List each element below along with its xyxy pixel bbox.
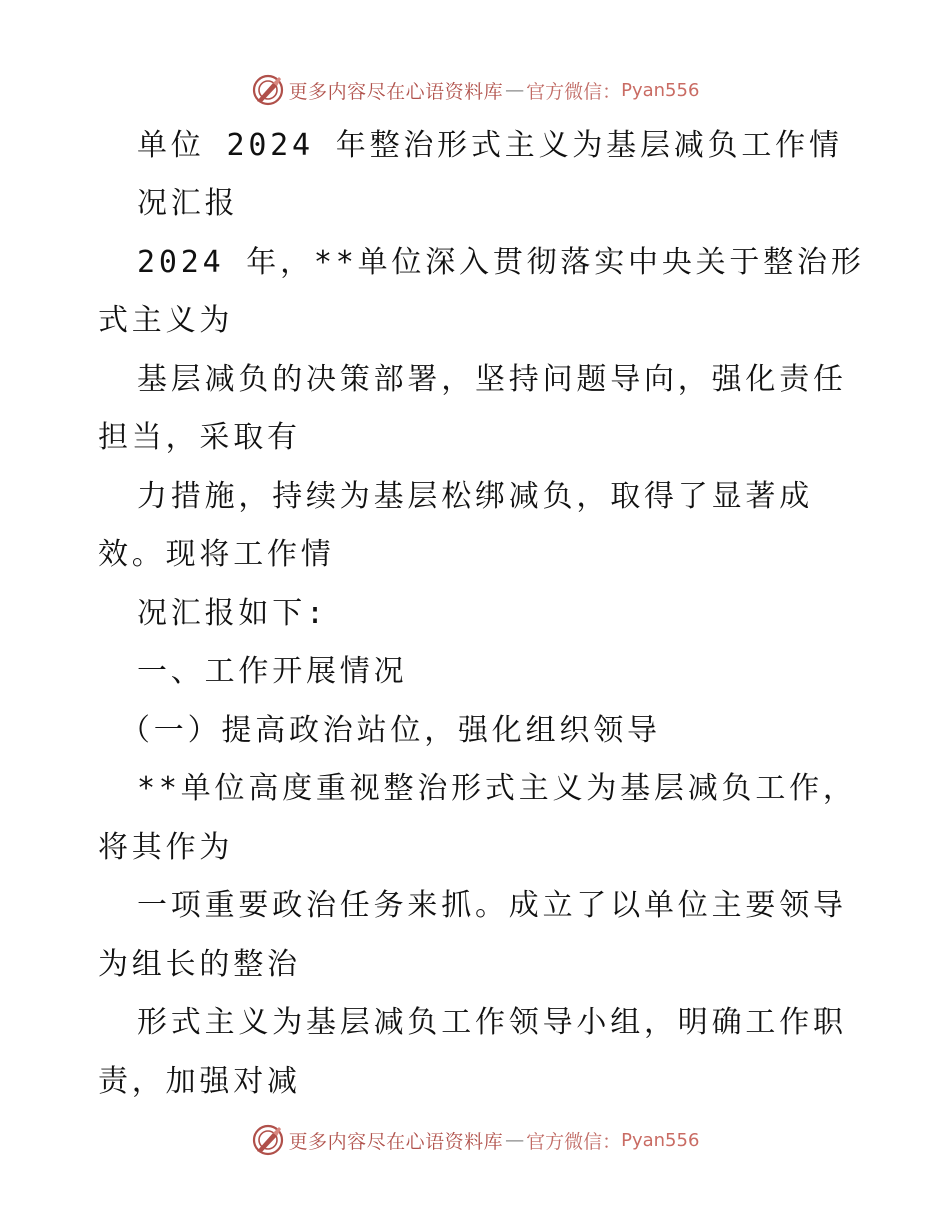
text-line: 式主义为	[98, 303, 234, 338]
text-line: 为组长的整治	[98, 947, 301, 982]
pen-logo-icon	[251, 73, 285, 107]
footer-watermark	[0, 1120, 950, 1160]
title-line-2: 况汇报	[137, 186, 239, 221]
text-line: 2024 年，**单位深入贯彻落实中央关于整治形	[137, 245, 865, 280]
header-watermark	[0, 70, 950, 110]
text-line: 担当，采取有	[98, 420, 301, 455]
watermark-text: 更多内容尽在心语资料库	[288, 1130, 504, 1153]
pen-logo-icon	[251, 1123, 285, 1157]
text-line: 况汇报如下:	[137, 596, 328, 631]
watermark-wechat-label: 官方微信：	[526, 80, 622, 103]
watermark-dash: —	[505, 79, 525, 101]
watermark-wechat-id: Pyan556	[621, 79, 700, 101]
text-line: 效。现将工作情	[98, 537, 335, 572]
section-heading: 一、工作开展情况	[137, 654, 408, 689]
text-line: 将其作为	[98, 830, 234, 865]
title-line-1: 单位 2024 年整治形式主义为基层减负工作情	[137, 128, 843, 163]
watermark-wechat-label: 官方微信：	[526, 1130, 622, 1153]
watermark-dash: —	[505, 1129, 525, 1151]
text-line: 形式主义为基层减负工作领导小组，明确工作职	[137, 1005, 847, 1040]
text-line: **单位高度重视整治形式主义为基层减负工作，	[137, 771, 857, 806]
subsection-heading: （一）提高政治站位，强化组织领导	[120, 713, 661, 748]
watermark-wechat-id: Pyan556	[621, 1129, 700, 1151]
text-line: 力措施，持续为基层松绑减负，取得了显著成	[137, 479, 813, 514]
text-line: 责，加强对减	[98, 1064, 301, 1099]
watermark-text: 更多内容尽在心语资料库	[288, 80, 504, 103]
text-line: 基层减负的决策部署，坚持问题导向，强化责任	[137, 362, 847, 397]
text-line: 一项重要政治任务来抓。成立了以单位主要领导	[137, 888, 847, 923]
